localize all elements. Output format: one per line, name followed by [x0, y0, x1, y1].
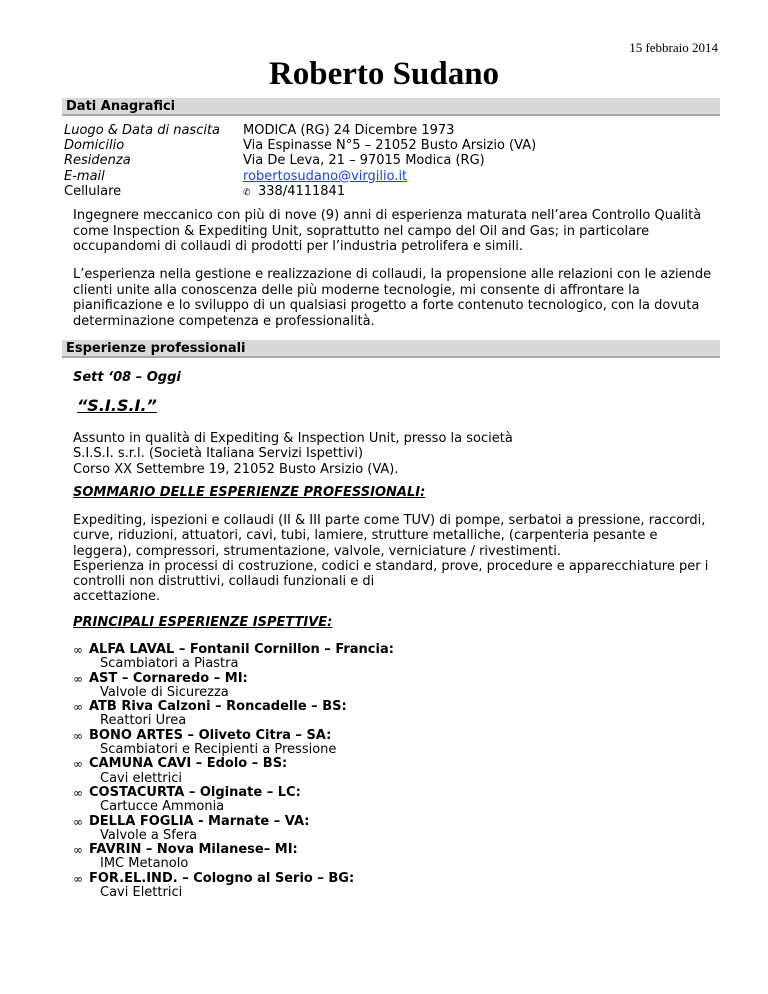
inspection-product: Reattori Urea: [100, 713, 187, 729]
employment-period: Sett ‘08 – Oggi: [73, 370, 181, 385]
summary-line: Esperienza in processi di costruzione, codici e standard, prove, procedure e apparecchiature per i: [73, 558, 709, 574]
inspection-product: Valvole a Sfera: [100, 827, 198, 843]
summary-heading: SOMMARIO DELLE ESPERIENZE PROFESSIONALI:: [73, 485, 426, 500]
inspection-product: Scambiatori a Piastra: [100, 656, 239, 672]
infinity-bullet-icon: ∞: [73, 643, 83, 657]
summary-line: leggera), compressori, strumentazione, valvole, verniciature / rivestimenti.: [73, 543, 561, 559]
birth-row: [64, 123, 536, 138]
summary-line: curve, riduzioni, attuatori, cavi, tubi, lamiere, strutture metalliche, (carpenteria pesante e: [73, 528, 658, 544]
list-item: [73, 872, 394, 901]
section-header-anagrafici: Dati Anagrafici: [62, 98, 720, 116]
intro-paragraph-1: Ingegnere meccanico con più di nove (9) anni di esperienza maturata nell’area Controllo Qualità come Inspection & Expediting Unit, soprattutto nel campo del Oil and Gas; in particolare occupandomi di collaudi di prodotti per l’industria petrolifera e simili.: [73, 208, 702, 254]
company-name: “S.I.S.I.”: [77, 396, 157, 415]
document-date: 15 febbraio 2014: [629, 40, 718, 55]
phone-row: [64, 184, 536, 201]
inspection-client: FAVRIN – Nova Milanese– MI:: [89, 842, 298, 858]
birth-value: MODICA (RG) 24 Dicembre 1973: [243, 123, 455, 138]
email-row: [64, 169, 536, 184]
inspection-client: CAMUNA CAVI – Edolo – BS:: [89, 756, 288, 772]
employment-line: S.I.S.I. s.r.l. (Società Italiana Servizi Ispettivi): [73, 446, 364, 462]
infinity-bullet-icon: ∞: [73, 871, 83, 886]
inspection-client: BONO ARTES – Oliveto Citra – SA:: [89, 727, 332, 743]
residence-label: Residenza: [64, 153, 131, 169]
infinity-bullet-icon: ∞: [73, 671, 83, 686]
email-link[interactable]: robertosudano@virgilio.it: [243, 168, 408, 184]
infinity-bullet-icon: ∞: [73, 814, 83, 829]
inspections-list: [73, 643, 394, 900]
summary-text: [73, 513, 733, 605]
inspection-product: Cartucce Ammonia: [100, 799, 225, 815]
phone-value-wrap: [243, 184, 345, 201]
list-item: [73, 672, 394, 701]
inspection-client: COSTACURTA – Olginate – LC:: [89, 784, 301, 800]
inspections-heading: PRINCIPALI ESPERIENZE ISPETTIVE:: [73, 615, 333, 630]
list-item: [73, 786, 394, 815]
inspection-product: Cavi Elettrici: [100, 885, 183, 901]
intro-paragraph-2: L’esperienza nella gestione e realizzazione di collaudi, la propensione alle relazioni con le aziende clienti unite alla conoscenza delle più moderne tecnologie, mi consente di affrontare la pianificazione e lo sviluppo di un qualsiasi progetto a forte contenuto tecnologico, con la dovuta determinazione competenza e professionalità.: [73, 267, 712, 329]
infinity-bullet-icon: ∞: [73, 785, 83, 800]
infinity-bullet-icon: ∞: [73, 757, 83, 772]
infinity-bullet-icon: ∞: [73, 700, 83, 715]
employment-line: Assunto in qualità di Expediting & Inspection Unit, presso la società: [73, 431, 513, 446]
phone-label: Cellulare: [64, 183, 122, 199]
residence-row: [64, 153, 536, 168]
inspection-client: ATB Riva Calzoni – Roncadelle – BS:: [89, 699, 347, 715]
summary-line: controlli non distruttivi, collaudi funzionali e di: [73, 574, 375, 590]
list-item: [73, 700, 394, 729]
infinity-bullet-icon: ∞: [73, 728, 83, 743]
inspection-client: ALFA LAVAL – Fontanil Cornillon – Francia:: [89, 642, 394, 657]
phone-icon: ✆: [243, 187, 251, 198]
domicile-label: Domicilio: [64, 138, 125, 154]
inspection-product: IMC Metanolo: [100, 856, 189, 872]
personal-data-table: [64, 123, 536, 201]
list-item: [73, 757, 394, 786]
residence-value: Via De Leva, 21 – 97015 Modica (RG): [243, 153, 485, 169]
email-label: E-mail: [64, 168, 105, 184]
employment-description: [73, 431, 723, 477]
inspection-client: DELLA FOGLIA - Marnate – VA:: [89, 813, 310, 829]
inspection-client: FOR.EL.IND. – Cologno al Serio – BG:: [89, 870, 355, 886]
candidate-name: Roberto Sudano: [268, 56, 500, 92]
inspection-client: AST – Cornaredo – MI:: [89, 670, 248, 686]
list-item: [73, 843, 394, 872]
phone-value: 338/4111841: [258, 183, 346, 199]
domicile-row: [64, 138, 536, 153]
summary-line: accettazione.: [73, 589, 161, 605]
summary-line: Expediting, ispezioni e collaudi (II & III parte come TUV) di pompe, serbatoi a pressione, raccordi,: [73, 513, 706, 528]
list-item: [73, 729, 394, 758]
inspection-product: Cavi elettrici: [100, 770, 182, 786]
list-item: [73, 815, 394, 844]
birth-label: Luogo & Data di nascita: [64, 123, 221, 138]
domicile-value: Via Espinasse N°5 – 21052 Busto Arsizio (VA): [243, 138, 537, 154]
employment-line: Corso XX Settembre 19, 21052 Busto Arsizio (VA).: [73, 461, 399, 477]
list-item: [73, 643, 394, 672]
inspection-product: Scambiatori e Recipienti a Pressione: [100, 742, 337, 758]
inspection-product: Valvole di Sicurezza: [100, 684, 229, 700]
section-header-esperienze: Esperienze professionali: [62, 340, 720, 358]
infinity-bullet-icon: ∞: [73, 843, 83, 858]
